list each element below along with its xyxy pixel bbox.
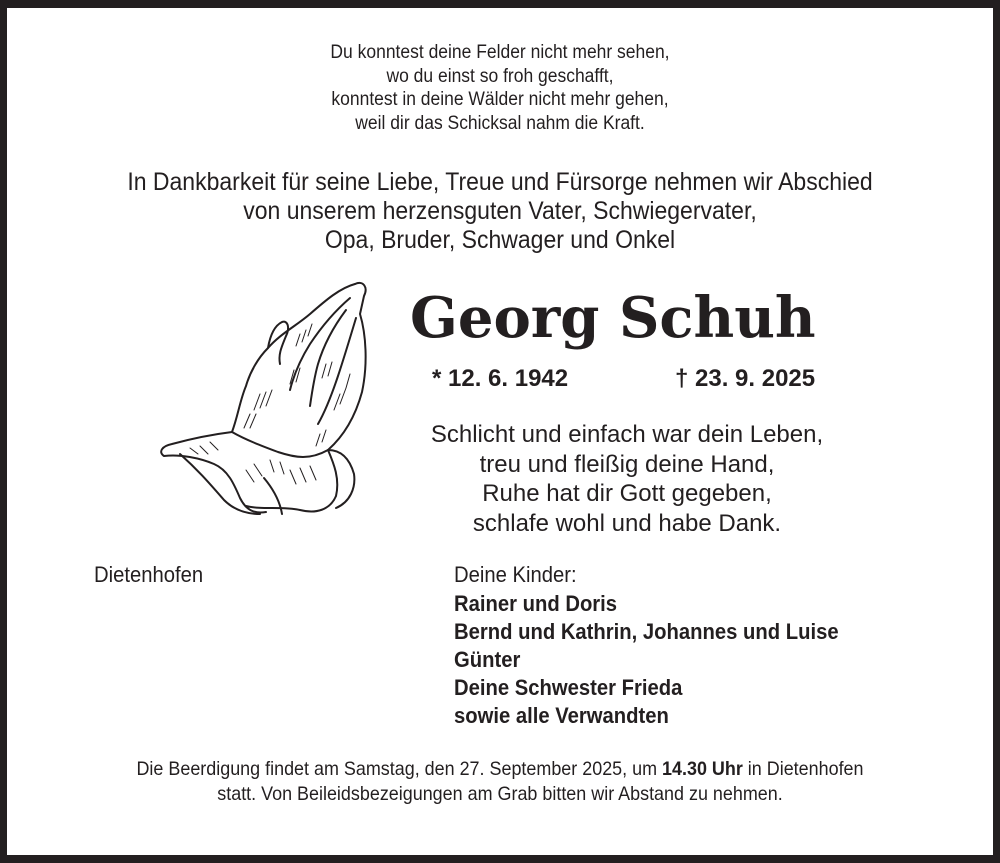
mourner-entry: Günter — [454, 647, 521, 672]
funeral-time: 14.30 Uhr — [662, 758, 743, 780]
funeral-notice — [46, 757, 953, 807]
place-name: Dietenhofen — [94, 562, 204, 587]
memorial-verse — [407, 420, 847, 538]
funeral-line-2: statt. Von Beileidsbezeigungen am Grab bitten wir Abstand zu nehmen. — [217, 783, 783, 805]
intro-line: von unserem herzensguten Vater, Schwiegervater, — [243, 197, 757, 225]
verse-line: Ruhe hat dir Gott gegeben, — [482, 480, 772, 507]
praying-hands-icon — [150, 274, 390, 534]
obituary-card — [7, 8, 993, 855]
mourner-entry: Deine Schwester Frieda — [454, 675, 683, 700]
farewell-intro — [46, 168, 953, 255]
mourners-label: Deine Kinder: — [454, 562, 577, 587]
mourner-entry: Rainer und Doris — [454, 591, 618, 616]
mourner-entry: sowie alle Verwandten — [454, 703, 669, 728]
verse-line: schlafe wohl und habe Dank. — [472, 509, 782, 537]
mourners-list — [454, 590, 839, 730]
opening-poem — [46, 41, 953, 135]
verse-line: treu und fleißig deine Hand, — [479, 450, 775, 478]
poem-line: weil dir das Schicksal nahm die Kraft. — [355, 112, 645, 134]
funeral-line-1 — [46, 757, 953, 782]
intro-line: In Dankbarkeit für seine Liebe, Treue und Fürsorge nehmen wir Abschied — [127, 168, 873, 196]
funeral-date-text: Die Beerdigung findet am Samstag, den 27. September 2025, um — [136, 758, 663, 780]
poem-line: Du konntest deine Felder nicht mehr sehen, — [330, 42, 670, 63]
poem-line: wo du einst so froh geschafft, — [386, 65, 614, 87]
deceased-name: Georg Schuh — [410, 285, 816, 351]
mourner-entry: Bernd und Kathrin, Johannes und Luise — [454, 619, 839, 644]
birth-date: * 12. 6. 1942 — [432, 365, 569, 392]
intro-line: Opa, Bruder, Schwager und Onkel — [324, 226, 676, 254]
death-date: † 23. 9. 2025 — [675, 365, 816, 392]
verse-line: Schlicht und einfach war dein Leben, — [430, 421, 824, 448]
funeral-location-text: in Dietenhofen — [742, 758, 864, 780]
poem-line: konntest in deine Wälder nicht mehr gehen, — [331, 89, 669, 110]
